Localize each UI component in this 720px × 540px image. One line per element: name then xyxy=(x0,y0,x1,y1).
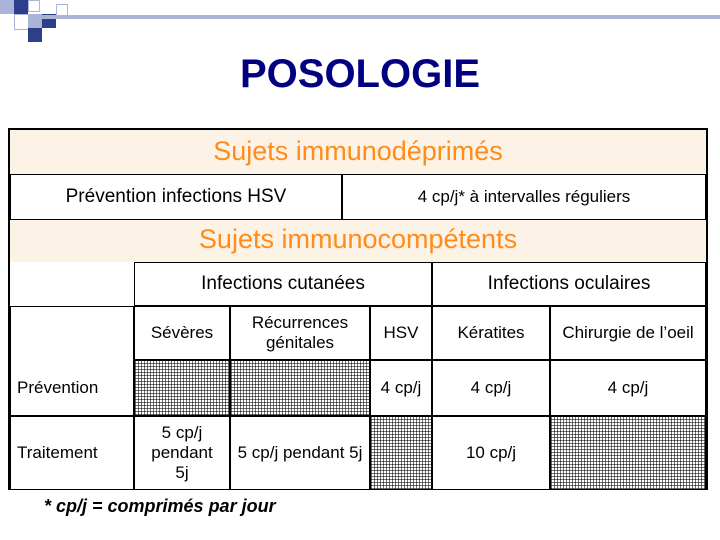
section-heading-immunodeprimes: Sujets immunodéprimés xyxy=(213,136,503,166)
square-dark xyxy=(28,28,42,42)
cell-hatched xyxy=(230,360,370,416)
page-title: POSOLOGIE xyxy=(239,52,481,96)
traitement-keratites-value: 10 cp/j xyxy=(432,416,550,490)
header-infections-cutanees: Infections cutanées xyxy=(134,262,432,306)
header-severes: Sévères xyxy=(134,306,230,360)
header-chirurgie-oeil: Chirurgie de l’oeil xyxy=(550,306,706,360)
header-recurrences-genitales: Récurrences génitales xyxy=(230,306,370,360)
footnote: * cp/j = comprimés par jour xyxy=(44,496,276,516)
cell-hatched xyxy=(370,416,432,490)
row-label-prevention: Prévention xyxy=(10,360,134,416)
traitement-recurrences-value: 5 cp/j pendant 5j xyxy=(230,416,370,490)
empty-corner xyxy=(10,306,134,360)
square-light xyxy=(0,0,14,14)
prevention-hsv-value: 4 cp/j xyxy=(370,360,432,416)
prevention-hsv-label: Prévention infections HSV xyxy=(10,174,342,220)
header-infections-oculaires: Infections oculaires xyxy=(432,262,706,306)
square-outline xyxy=(28,0,40,12)
cell-hatched xyxy=(550,416,706,490)
top-rule xyxy=(40,15,720,19)
section-heading-immunocompetents: Sujets immunocompétents xyxy=(198,224,518,254)
prevention-hsv-dose: 4 cp/j* à intervalles réguliers xyxy=(342,174,706,220)
header-keratites: Kératites xyxy=(432,306,550,360)
header-hsv: HSV xyxy=(370,306,432,360)
square-dark xyxy=(14,0,28,14)
row-label-traitement: Traitement xyxy=(10,416,134,490)
prevention-keratites-value: 4 cp/j xyxy=(432,360,550,416)
prevention-chirurgie-value: 4 cp/j xyxy=(550,360,706,416)
cell-hatched xyxy=(134,360,230,416)
traitement-severes-value: 5 cp/j pendant 5j xyxy=(134,416,230,490)
